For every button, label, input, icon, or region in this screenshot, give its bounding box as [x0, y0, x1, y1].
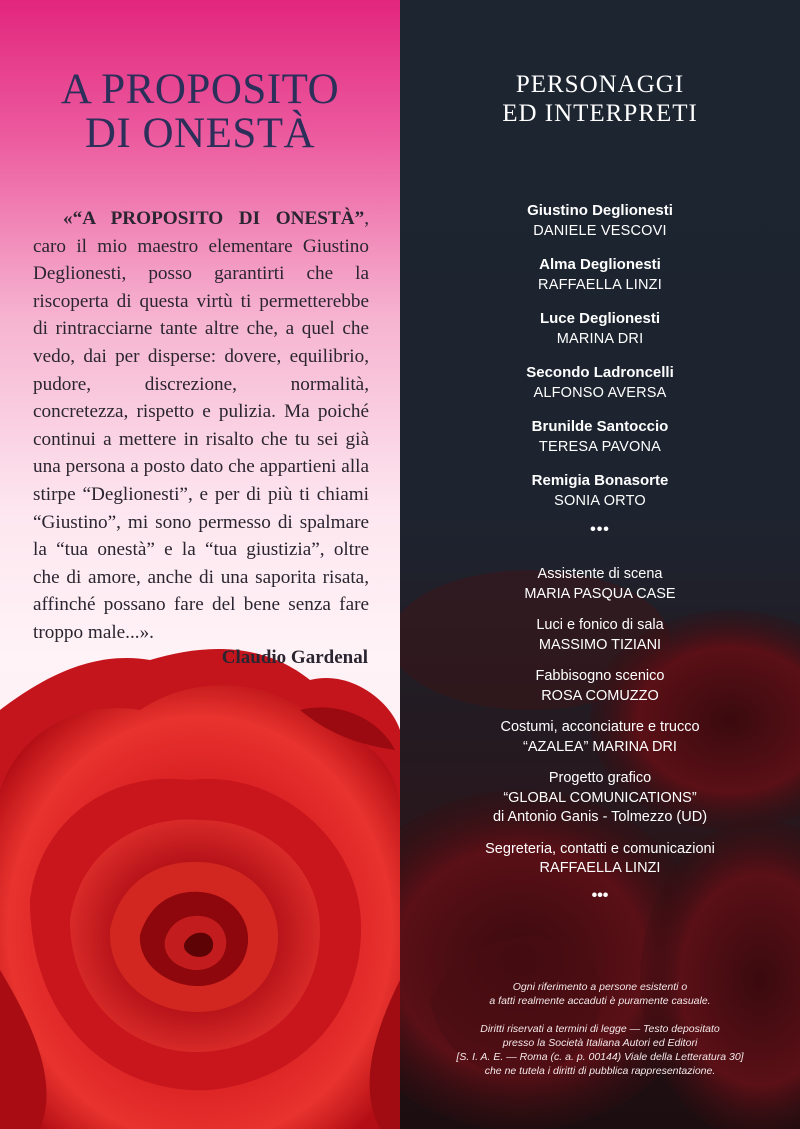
- credit-item: [400, 616, 800, 655]
- cast-heading-line-1: PERSONAGGI: [515, 71, 685, 98]
- credit-person: “AZALEA” MARINA DRI: [523, 738, 677, 755]
- cast-item: [400, 309, 800, 349]
- cast-heading: [400, 70, 800, 128]
- actor-name: DANIELE VESCOVI: [533, 223, 667, 239]
- crew-credits: [400, 565, 800, 904]
- legal-line: che ne tutela i diritti di pubblica rappresentazione.: [484, 1065, 716, 1077]
- cast-item: [400, 471, 800, 511]
- credit-role: Progetto grafico: [548, 770, 652, 786]
- title-line-1: A PROPOSITO: [60, 66, 340, 113]
- legal-line: Ogni riferimento a persone esistenti o: [512, 981, 688, 993]
- credit-person: ROSA COMUZZO: [541, 687, 659, 704]
- legal-notice: [420, 980, 780, 1078]
- character-name: Remigia Bonasorte: [531, 472, 669, 489]
- credit-person-detail: di Antonio Ganis - Tolmezzo (UD): [492, 809, 708, 825]
- quote-body: , caro il mio maestro elementare Giustino Deglionesti, posso garantirti che la riscoperta di questa virtù ti permetterebbe di rintracciarne tante altre che, a quel che vedo, dai per disperse: dovere, equilibrio, pudore, discrezione, normalità, concretezza, rispetto e pulizia. Ma poiché continui a mettere in risalto che tu sei già una persona a posto dato che appartieni alla stirpe “Deglionesti”, e per di più ti chiami “Giustino”, mi sono permesso di spalmare la “tua onestà” e la “tua giustizia”, oltre che di amore, anche di una saporita risata, affinché possano fare del bene senza fare troppo male...».: [33, 208, 369, 643]
- credit-role: Costumi, acconciature e trucco: [500, 719, 700, 735]
- credit-item: [400, 667, 800, 706]
- credit-item: [400, 718, 800, 757]
- red-rose-image: [0, 640, 400, 1129]
- author-signature: Claudio Gardenal: [221, 647, 368, 668]
- actor-name: ALFONSO AVERSA: [533, 385, 667, 401]
- cast-list: [400, 201, 800, 553]
- credit-person: RAFFAELLA LINZI: [539, 860, 661, 876]
- character-name: Luce Deglionesti: [539, 310, 661, 327]
- separator-dots: •••: [591, 886, 609, 904]
- character-name: Giustino Deglionesti: [527, 202, 673, 219]
- legal-line: a fatti realmente accaduti è puramente casuale.: [489, 995, 711, 1007]
- credit-person: MARIA PASQUA CASE: [524, 585, 676, 602]
- credit-item: [400, 840, 800, 879]
- actor-name: SONIA ORTO: [554, 493, 646, 509]
- credit-role: Luci e fonico di sala: [536, 617, 664, 633]
- author-quote: [33, 205, 369, 647]
- credit-person: MASSIMO TIZIANI: [538, 636, 662, 653]
- credit-item: [400, 565, 800, 604]
- credit-role: Assistente di scena: [537, 566, 663, 582]
- cast-item: [400, 363, 800, 403]
- cast-item: [400, 201, 800, 241]
- character-name: Brunilde Santoccio: [531, 418, 669, 435]
- legal-line: presso la Società Italiana Autori ed Editori: [502, 1037, 698, 1049]
- character-name: Alma Deglionesti: [539, 256, 661, 273]
- right-panel: [400, 0, 800, 1129]
- actor-name: MARINA DRI: [556, 331, 644, 347]
- cast-item: [400, 255, 800, 295]
- cast-item: [400, 417, 800, 457]
- character-name: Secondo Ladroncelli: [526, 364, 674, 381]
- credit-role: Segreteria, contatti e comunicazioni: [485, 840, 715, 857]
- legal-line: Diritti riservati a termini di legge — Testo depositato: [480, 1023, 720, 1035]
- page-title: [0, 68, 400, 156]
- quote-lead: «“A PROPOSITO DI ONESTÀ”: [63, 208, 365, 229]
- separator-dots: •••: [590, 521, 610, 538]
- actor-name: TERESA PAVONA: [538, 439, 662, 455]
- cast-heading-line-2: ED INTERPRETI: [502, 100, 698, 127]
- credit-person: “GLOBAL COMUNICATIONS”: [503, 789, 697, 806]
- title-line-2: DI ONESTÀ: [84, 110, 316, 157]
- credit-item: [400, 769, 800, 828]
- credit-role: Fabbisogno scenico: [535, 668, 665, 684]
- actor-name: RAFFAELLA LINZI: [538, 277, 662, 293]
- legal-line: [S. I. A. E. — Roma (c. a. p. 00144) Viale della Letteratura 30]: [456, 1051, 744, 1063]
